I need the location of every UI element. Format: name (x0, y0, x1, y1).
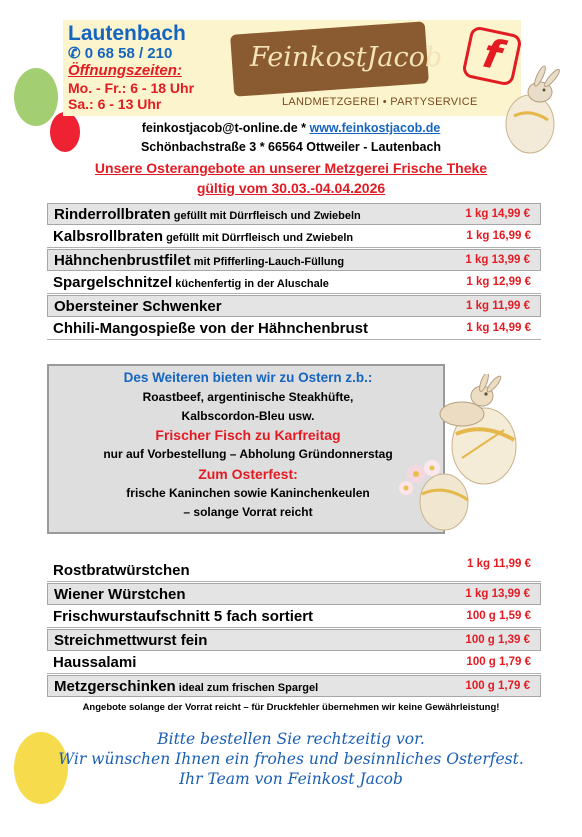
green-egg-decoration (14, 68, 58, 126)
brand-f-logo-icon: f (461, 25, 523, 87)
easter-offer-title: Zum Osterfest: (198, 466, 298, 482)
product-name: Metzgerschinken (54, 678, 176, 695)
product-description: ideal zum frischen Spargel (175, 682, 319, 694)
additional-offers-line: Kalbscordon-Bleu usw. (181, 409, 315, 423)
product-name: Obersteiner Schwenker (54, 298, 222, 315)
product-price: 1 kg 16,99 € (466, 230, 531, 242)
website-link[interactable]: www.feinkostjacob.de (309, 121, 441, 135)
offer-row (47, 249, 541, 271)
closing-line: Wir wünschen Ihnen ein frohes und besinnliches Osterfest. (58, 750, 524, 768)
offer-row (47, 295, 541, 317)
additional-offers-title: Des Weiteren bieten wir zu Ostern z.b.: (123, 370, 373, 385)
opening-hours-label: Öffnungszeiten: (68, 62, 182, 79)
product-name: Haussalami (53, 654, 137, 671)
product-price: 100 g 1,79 € (465, 680, 530, 692)
product-price: 1 kg 12,99 € (466, 276, 531, 288)
product-price: 1 kg 13,99 € (465, 588, 530, 600)
offer-row (47, 652, 541, 674)
contact-line: feinkostjacob@t-online.de * www.feinkostjacob.de (141, 121, 441, 135)
offer-headline: Unsere Osterangebote an unserer Metzgerei Frische Theke (94, 160, 488, 176)
location-title: Lautenbach (68, 22, 186, 45)
fish-offer-text: nur auf Vorbestellung – Abholung Gründonnerstag (103, 447, 393, 461)
product-name: Chhili-Mangospieße von der Hähnchenbrust (53, 320, 369, 337)
offer-row (47, 272, 541, 294)
easter-bunny-flowers-icon (392, 374, 532, 538)
disclaimer-footnote: Angebote solange der Vorrat reicht – für Druckfehler übernehmen wir keine Gewährleistung! (82, 702, 500, 713)
offer-row (47, 675, 541, 697)
closing-line: Ihr Team von Feinkost Jacob (179, 770, 403, 788)
offer-row (47, 606, 541, 628)
product-price: 1 kg 11,99 € (466, 300, 530, 312)
offer-validity: gültig vom 30.03.-04.04.2026 (196, 180, 386, 196)
product-price: 1 kg 14,99 € (466, 322, 531, 334)
offer-row (47, 560, 541, 582)
phone-number: ✆ 0 68 58 / 210 (68, 45, 173, 62)
product-description: gefüllt mit Dürrfleisch und Zwiebeln (163, 232, 354, 244)
product-description: gefüllt mit Dürrfleisch und Zwiebeln (170, 210, 361, 222)
offer-row (47, 318, 541, 340)
brand-subtitle: LANDMETZGEREI • PARTYSERVICE (282, 96, 478, 108)
offer-row (47, 629, 541, 651)
product-name: Rostbratwürstchen (53, 562, 190, 579)
easter-offer-line: frische Kaninchen sowie Kaninchenkeulen (126, 486, 370, 500)
opening-hours-weekday: Mo. - Fr.: 6 - 18 Uhr (68, 80, 195, 96)
product-name: Kalbsrollbraten (53, 228, 164, 245)
product-name: Rinderrollbraten (54, 206, 171, 223)
email-address: feinkostjacob@t-online.de (141, 121, 298, 135)
product-name: Wiener Würstchen (54, 586, 186, 603)
product-price: 1 kg 14,99 € (465, 208, 530, 220)
product-price: 100 g 1,79 € (466, 656, 531, 668)
additional-offers-box (47, 364, 445, 534)
offer-row (47, 203, 541, 225)
product-price: 1 kg 13,99 € (465, 254, 530, 266)
fish-offer-title: Frischer Fisch zu Karfreitag (155, 427, 341, 443)
brand-name: FeinkostJacob (250, 42, 443, 73)
postal-address: Schönbachstraße 3 * 66564 Ottweiler - Lautenbach (140, 140, 442, 154)
product-price: 100 g 1,39 € (465, 634, 530, 646)
easter-offer-line: – solange Vorrat reicht (183, 505, 313, 519)
additional-offers-line: Roastbeef, argentinische Steakhüfte, (142, 390, 354, 404)
product-description: mit Pfifferling-Lauch-Füllung (190, 256, 345, 268)
product-name: Frischwurstaufschnitt 5 fach sortiert (53, 608, 314, 625)
product-name: Hähnchenbrustfilet (54, 252, 191, 269)
offer-row (47, 583, 541, 605)
product-name: Streichmettwurst fein (54, 632, 208, 649)
opening-hours-saturday: Sa.: 6 - 13 Uhr (68, 96, 162, 112)
product-name: Spargelschnitzel (53, 274, 173, 291)
product-price: 1 kg 11,99 € (467, 558, 531, 570)
closing-line: Bitte bestellen Sie rechtzeitig vor. (157, 730, 425, 748)
product-price: 100 g 1,59 € (466, 610, 531, 622)
product-description: küchenfertig in der Aluschale (172, 278, 329, 290)
offer-row (47, 226, 541, 248)
